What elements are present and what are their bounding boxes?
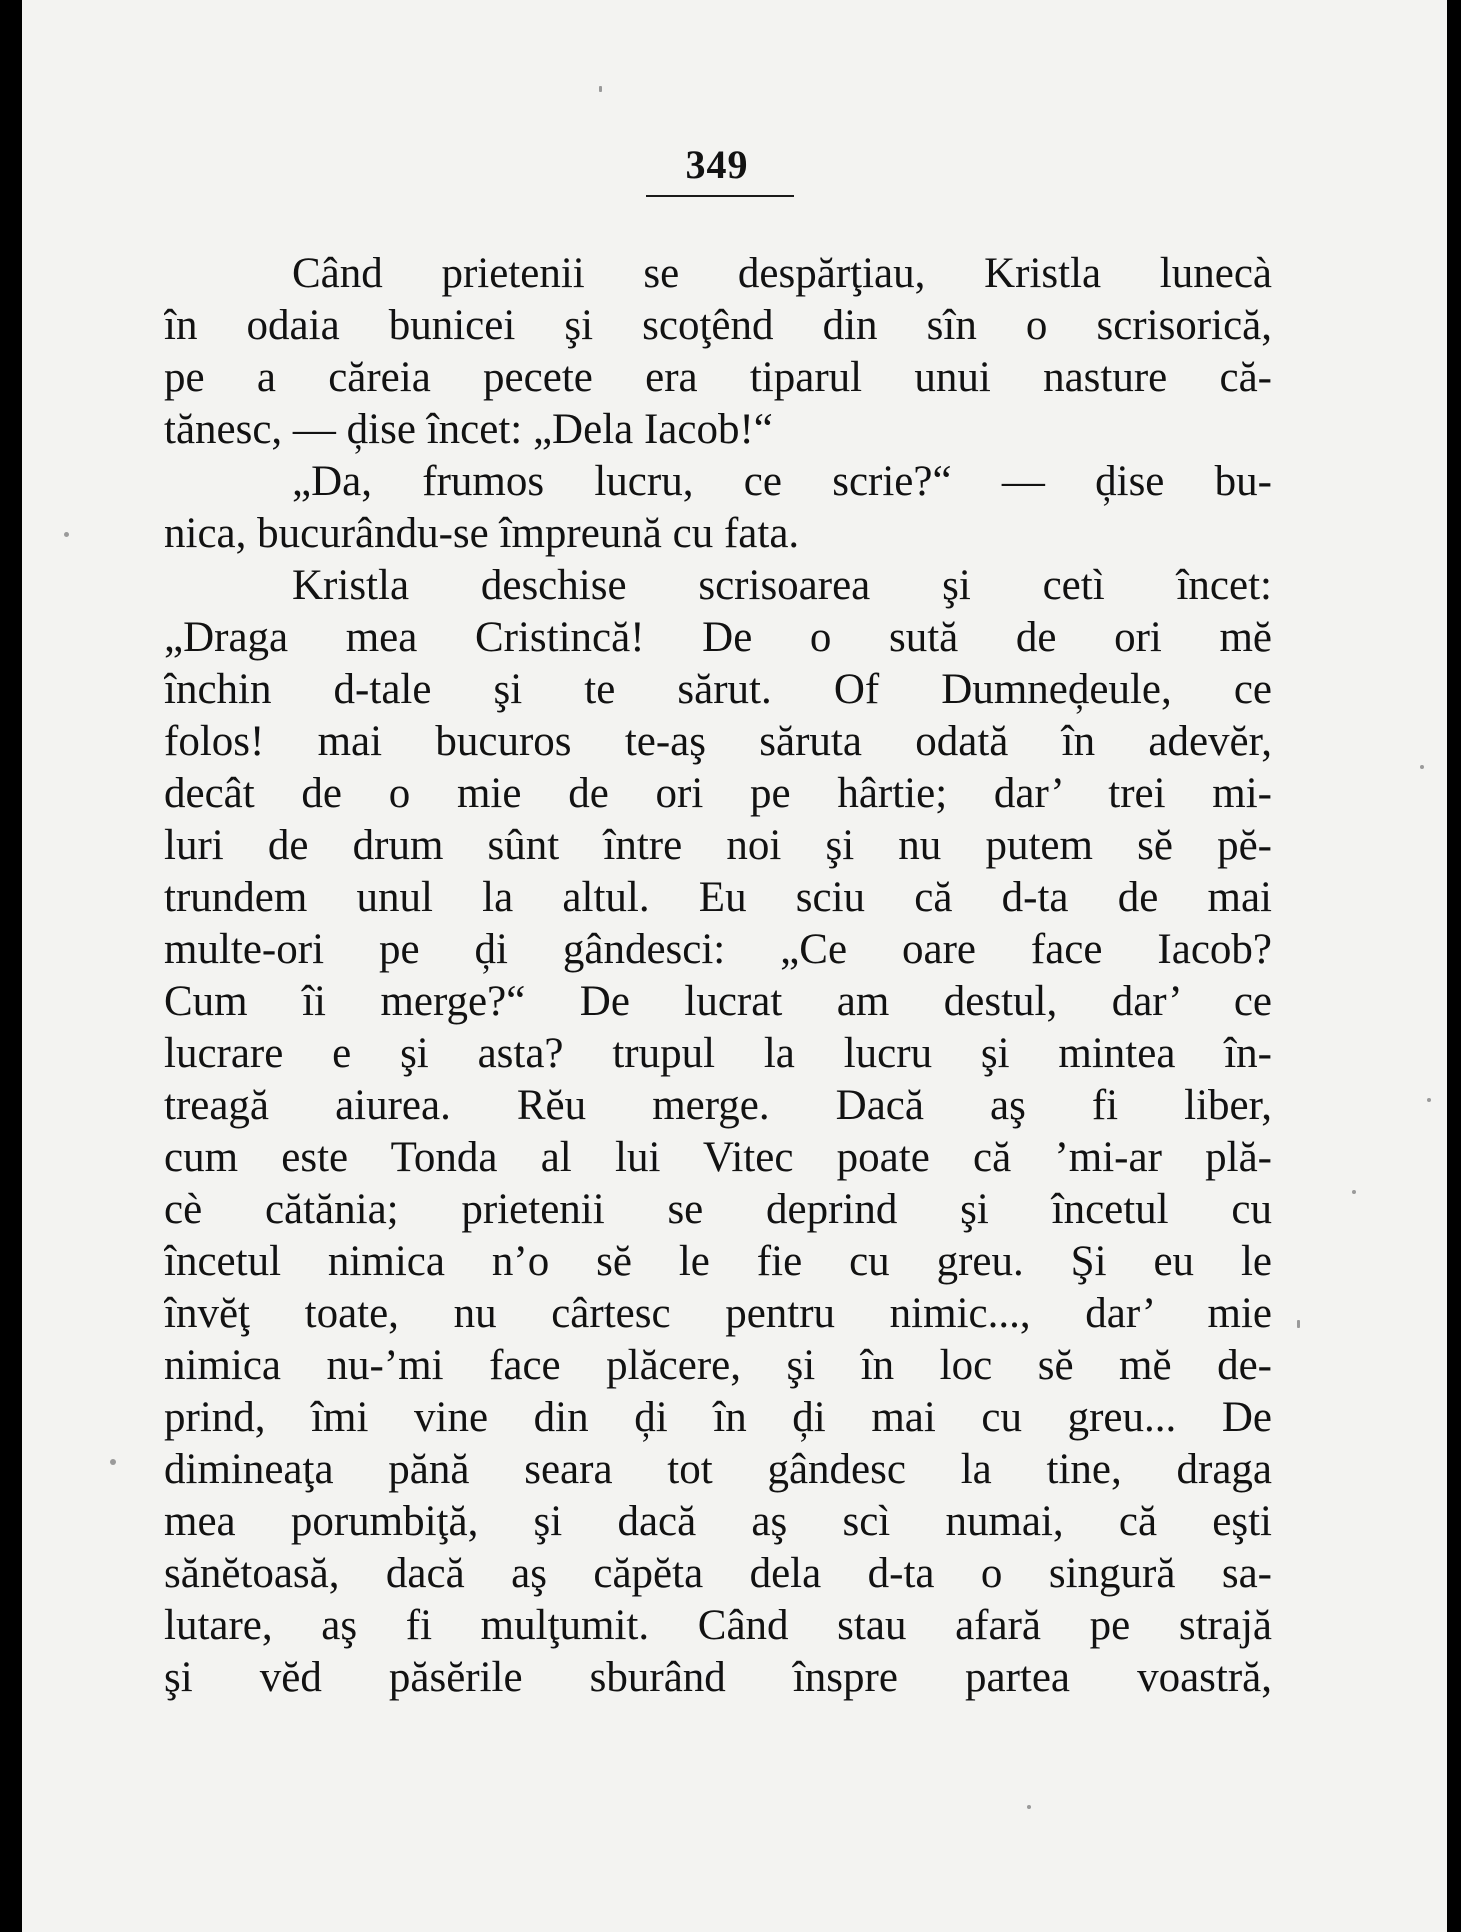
text-line: tănesc, — ḑise încet: „Dela Iacob!“	[164, 406, 773, 453]
text-line: nica, bucurându-se împreună cu fata.	[164, 510, 800, 557]
scan-speck	[64, 532, 69, 537]
scan-speck	[1297, 1320, 1300, 1328]
text-line: învĕţ toate, nu cârtesc pentru nimic..., dar’ mie	[164, 1290, 1272, 1337]
scan-speck	[110, 1459, 116, 1465]
book-page	[22, 0, 1447, 1932]
text-line: multe-ori pe ḑi gândesci: „Ce oare face Iacob?	[164, 926, 1272, 973]
text-line: şi vĕd păsĕrile sburând înspre partea voastră,	[164, 1654, 1272, 1701]
text-line: cè cătănia; prietenii se deprind şi încetul cu	[164, 1186, 1272, 1233]
scan-speck	[1427, 1098, 1431, 1102]
text-line: lucrare e şi asta? trupul la lucru şi mintea în-	[164, 1030, 1272, 1077]
text-line: sănĕtoasă, dacă aş căpĕta dela d-ta o singură sa-	[164, 1550, 1272, 1597]
scan-speck	[1352, 1190, 1356, 1194]
scan-right-border	[1447, 0, 1461, 1932]
body-text	[164, 248, 1272, 1704]
text-line: închin d-tale şi te sărut. Of Dumneḑeule, ce	[164, 666, 1272, 713]
scan-speck	[599, 86, 602, 92]
text-line: decât de o mie de ori pe hârtie; dar’ trei mi-	[164, 770, 1272, 817]
page-number-rule	[646, 195, 794, 197]
scan-speck	[1420, 765, 1424, 769]
scan-left-border	[0, 0, 22, 1932]
text-line: Kristla deschise scrisoarea şi cetì încet:	[292, 562, 1272, 609]
text-line: treagă aiurea. Rĕu merge. Dacă aş fi liber,	[164, 1082, 1272, 1129]
text-line: prind, îmi vine din ḑi în ḑi mai cu greu... De	[164, 1394, 1272, 1441]
text-line: dimineaţa pănă seara tot gândesc la tine, draga	[164, 1446, 1272, 1493]
text-line: nimica nu-’mi face plăcere, şi în loc sĕ mĕ de-	[164, 1342, 1272, 1389]
page-number: 349	[685, 142, 749, 187]
text-line: Când prietenii se despărţiau, Kristla lunecà	[292, 250, 1272, 297]
scan-speck	[1027, 1805, 1031, 1809]
text-line: „Da, frumos lucru, ce scrie?“ — ḑise bu-	[292, 458, 1272, 505]
text-line: trundem unul la altul. Eu sciu că d-ta de mai	[164, 874, 1272, 921]
text-line: cum este Tonda al lui Vitec poate că ’mi-ar plă-	[164, 1134, 1272, 1181]
text-line: folos! mai bucuros te-aş săruta odată în adevĕr,	[164, 718, 1272, 765]
text-line: mea porumbiţă, şi dacă aş scì numai, că eşti	[164, 1498, 1272, 1545]
text-line: încetul nimica n’o sĕ le fie cu greu. Şi eu le	[164, 1238, 1272, 1285]
text-line: Cum îi merge?“ De lucrat am destul, dar’ ce	[164, 978, 1272, 1025]
text-line: în odaia bunicei şi scoţênd din sîn o scrisorică,	[164, 302, 1272, 349]
text-line: pe a cărеia pecete era tiparul unui nasture că-	[164, 354, 1272, 401]
text-line: „Draga mea Cristincă! De o sută de ori mĕ	[164, 614, 1272, 661]
text-line: lutare, aş fi mulţumit. Când stau afară pe strajă	[164, 1602, 1272, 1649]
text-line: luri de drum sûnt între noi şi nu putem sĕ pĕ-	[164, 822, 1272, 869]
